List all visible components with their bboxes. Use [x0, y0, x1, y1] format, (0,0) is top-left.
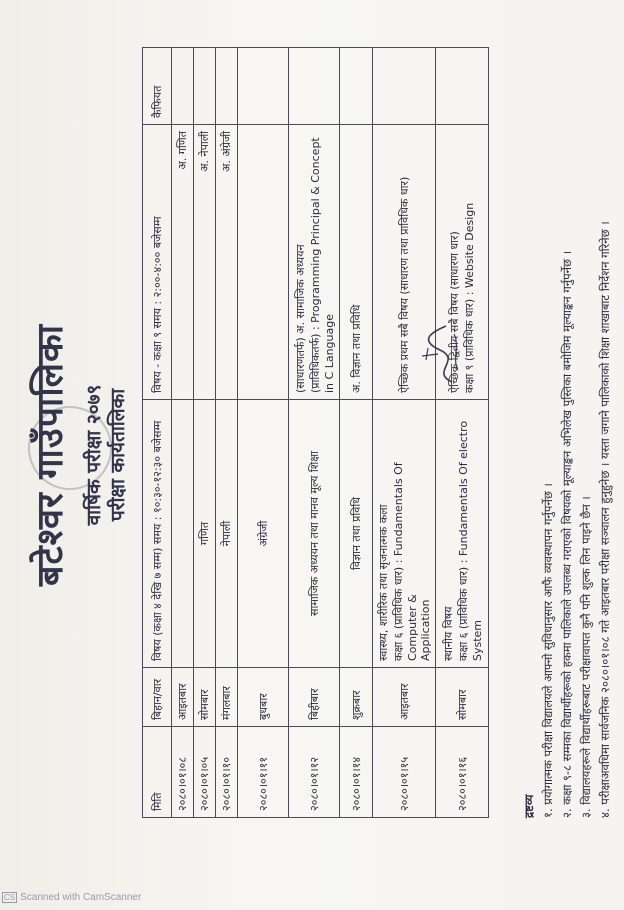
subject-line: in C Language	[322, 314, 336, 393]
header-day: बिहान/वार	[143, 668, 172, 727]
exam-subtitle: वार्षिक परीक्षा २०७९	[83, 384, 105, 526]
table-row	[238, 48, 289, 818]
cell-day: सोमबार	[436, 668, 489, 727]
cell-date: २०८०।०१।१६	[436, 727, 489, 818]
header-subject-lower: विषय (कक्षा ४ देखि ७ सम्म) समय : १०:३०-१२:३० बजेसम्म	[143, 400, 172, 668]
subject-line: स्थानीय विषय	[441, 606, 455, 661]
cell-day: आइतबार	[373, 668, 436, 727]
header-date: मिति	[143, 727, 172, 818]
header-remarks: कैफियत	[143, 48, 172, 125]
cell-subject-grade9: अ. नेपाली	[194, 125, 216, 400]
cell-subject-grade9	[289, 125, 340, 400]
municipality-title: बटेश्वर गाउँपालिका	[30, 323, 71, 587]
camscanner-text: Scanned with CamScanner	[20, 892, 142, 903]
subject-line: कक्षा ९ (प्राविधिक धार) : Website Design	[463, 202, 476, 393]
cell-date: २०८०।०१।११	[238, 727, 289, 818]
cell-subject-grade9: अ. विज्ञान तथा प्रविधि	[340, 125, 373, 400]
table-row	[340, 48, 373, 818]
note-item: १. प्रयोगात्मक परीक्षा विद्यालयले आफ्नो सुविधानुसार आफै व्यवस्थापन गर्नुपर्नेछ ।	[541, 483, 555, 818]
cell-remarks	[340, 48, 373, 125]
notes-section	[520, 221, 615, 818]
cell-remarks	[373, 48, 436, 125]
cell-remarks	[238, 48, 289, 125]
cell-day: बिहीबार	[289, 668, 340, 727]
table-row	[216, 48, 238, 818]
subject-line: ऐच्छिक द्वितीय सबै विषय (साधारण धार)	[448, 231, 461, 393]
cell-remarks	[194, 48, 216, 125]
cell-day: आइतबार	[172, 668, 194, 727]
table-row	[373, 48, 436, 818]
cell-day: बुधबार	[238, 668, 289, 727]
table-row	[172, 48, 194, 818]
exam-schedule-table	[142, 47, 489, 818]
cell-subject-lower	[172, 400, 194, 668]
cell-subject-grade9: अ. अंग्रेजी	[216, 125, 238, 400]
subject-line: (प्राविधिकतर्फ) : Programming Principal & Concept	[308, 137, 322, 393]
schedule-subtitle: परीक्षा कार्यतालिका	[107, 388, 129, 522]
cell-subject-lower: नेपाली	[216, 400, 238, 668]
cell-subject-grade9: अ. गणित	[172, 125, 194, 400]
cell-date: २०८०।०१।१५	[373, 727, 436, 818]
cell-subject-grade9: ऐच्छिक प्रथम सबै विषय (साधारण तथा प्राविधिक धार)	[373, 125, 436, 400]
cell-remarks	[172, 48, 194, 125]
cell-subject-lower	[373, 400, 436, 668]
notes-title: द्रष्टव्य	[522, 794, 536, 818]
cell-remarks	[216, 48, 238, 125]
camscanner-badge: CS	[4, 893, 16, 902]
cell-remarks	[436, 48, 489, 125]
cell-date: २०८०।०१।१४	[340, 727, 373, 818]
cell-subject-lower: विज्ञान तथा प्रविधि	[340, 400, 373, 668]
signature-mark	[412, 320, 472, 390]
subject-line: (साधारणतर्फ) अ. सामाजिक अध्ययन	[293, 244, 307, 393]
cell-date: २०८०।०१।०५	[194, 727, 216, 818]
scanner-watermark	[2, 892, 141, 903]
cell-subject-grade9	[238, 125, 289, 400]
cell-subject-lower: गणित	[194, 400, 216, 668]
table-row	[194, 48, 216, 818]
cell-date: २०८०।०१।१२	[289, 727, 340, 818]
table-row	[289, 48, 340, 818]
cell-subject-lower: सामाजिक अध्ययन तथा मानव मूल्य शिक्षा	[289, 400, 340, 668]
table-row	[436, 48, 489, 818]
cell-day: सोमबार	[194, 668, 216, 727]
note-item: ३. विद्यालयहरूले विद्यार्थीहरूबाट परीक्षावापत कुनै पनि शुल्क लिन पाइने छैन ।	[579, 496, 593, 818]
note-item: २. कक्षा ९-८ सम्मका विद्यार्थीहरूको हकमा पालिकाले उपलब्ध गराएको विषयको मूल्याङ्कन अभिलेख पुस्तिका बमोजिम मूल्याङ्कन गर्नुपर्नेछ ।	[560, 250, 574, 818]
cell-day: मंगलबार	[216, 668, 238, 727]
subject-line: Application	[419, 599, 432, 661]
header-subject-grade9: विषय - कक्षा ९ समय : २:००-४:०० बजेसम्म	[143, 125, 172, 400]
subject-line: कक्षा ६ (प्राविधिक धार) : Fundamentals Of electro System	[456, 420, 484, 661]
cell-subject-lower	[436, 400, 489, 668]
cell-subject-lower: अंग्रेजी	[238, 400, 289, 668]
note-item: ४. परीक्षाअवधिमा सार्वजनिक २०८०।०१।०८ गते आइतबार परीक्षा सञ्चालन हुनुहुनेछ । यस्ता जगाने पालिकाको शिक्षा शाखाबाट निर्देशन गरिनेछ ।	[598, 221, 612, 818]
subject-line: स्वास्थ्य, शारीरिक तथा सृजनात्मक कला	[377, 504, 390, 661]
cell-remarks	[289, 48, 340, 125]
cell-day: शुक्रबार	[340, 668, 373, 727]
subject-line: कक्षा ६ (प्राविधिक धार) : Fundamentals Of Computer &	[392, 462, 419, 661]
cell-date: २०८०।०१।१०	[216, 727, 238, 818]
cell-date: २०८०।०१।०८	[172, 727, 194, 818]
table-header-row	[143, 48, 172, 818]
